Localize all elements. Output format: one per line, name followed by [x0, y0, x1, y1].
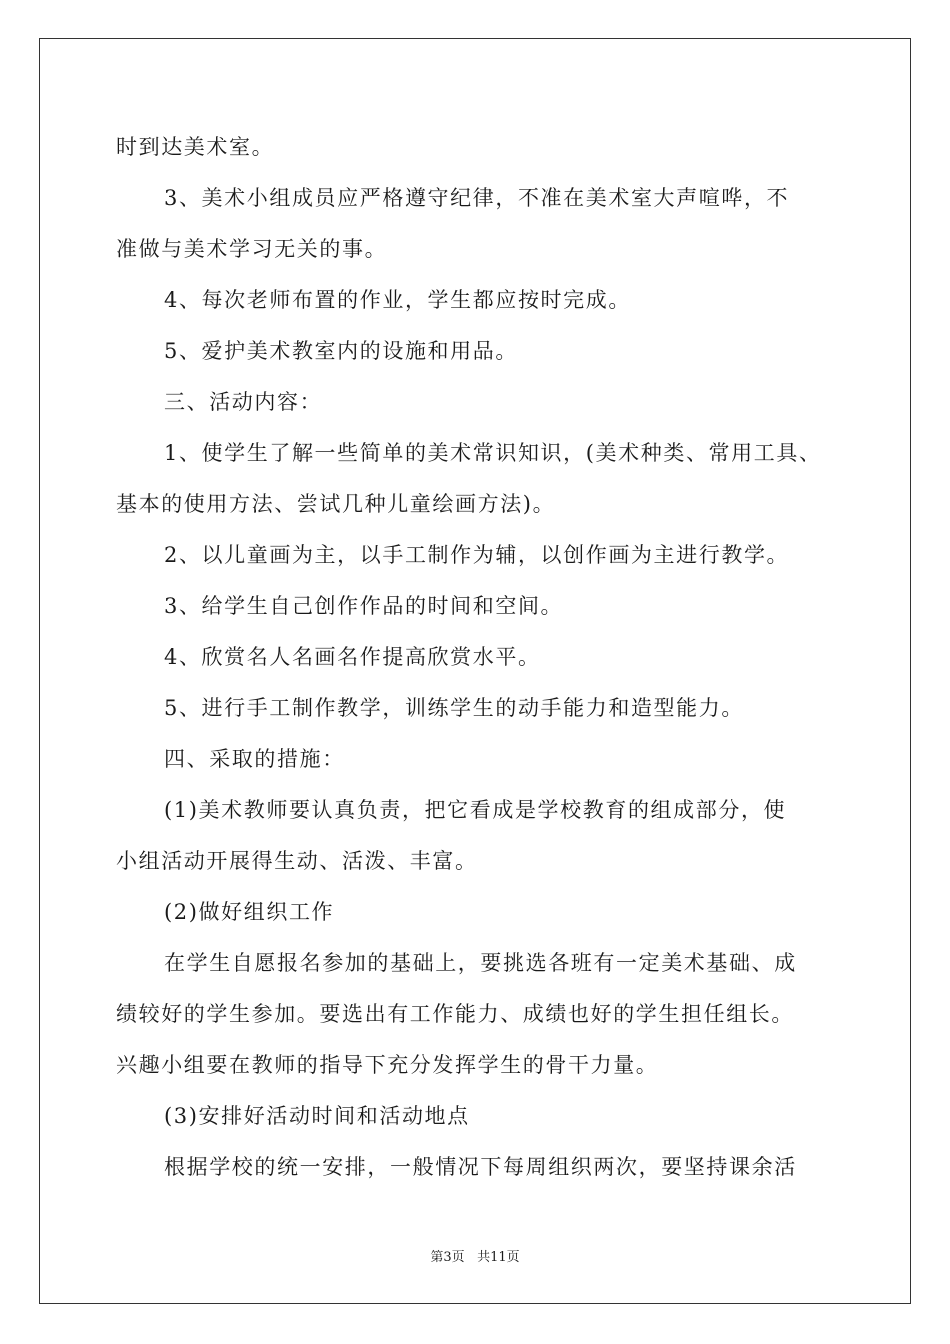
text-line: 5、进行手工制作教学，训练学生的动手能力和造型能力。 — [164, 696, 744, 720]
page-total: 共11页 — [477, 1250, 520, 1265]
text-line: 2、以儿童画为主，以手工制作为辅，以创作画为主进行教学。 — [164, 543, 790, 567]
text-line: (2)做好组织工作 — [164, 900, 335, 924]
text-line: 4、每次老师布置的作业，学生都应按时完成。 — [164, 288, 631, 312]
text-line: 小组活动开展得生动、活泼、丰富。 — [116, 849, 478, 873]
text-line: 4、欣赏名人名画名作提高欣赏水平。 — [164, 645, 541, 669]
page-number: 第3页 — [430, 1250, 465, 1265]
text-line: 3、给学生自己创作作品的时间和空间。 — [164, 594, 564, 618]
text-line: (3)安排好活动时间和活动地点 — [164, 1104, 470, 1128]
text-line: 5、爱护美术教室内的设施和用品。 — [164, 339, 518, 363]
text-line: 基本的使用方法、尝试几种儿童绘画方法)。 — [116, 492, 556, 516]
section-heading: 三、活动内容： — [164, 390, 323, 414]
text-line: 兴趣小组要在教师的指导下充分发挥学生的骨干力量。 — [116, 1053, 659, 1077]
page-footer — [0, 1246, 950, 1265]
text-line: 1、使学生了解一些简单的美术常识知识，(美术种类、常用工具、 — [164, 441, 822, 465]
text-line: 3、美术小组成员应严格遵守纪律，不准在美术室大声喧哗，不 — [164, 186, 790, 210]
text-line: 准做与美术学习无关的事。 — [116, 237, 388, 261]
section-heading: 四、采取的措施： — [164, 747, 345, 771]
text-line: 绩较好的学生参加。要选出有工作能力、成绩也好的学生担任组长。 — [116, 1002, 794, 1026]
text-line: 时到达美术室。 — [116, 135, 275, 159]
document-body — [116, 122, 836, 1193]
text-line: (1)美术教师要认真负责，把它看成是学校教育的组成部分，使 — [164, 798, 787, 822]
text-line: 根据学校的统一安排，一般情况下每周组织两次，要坚持课余活 — [164, 1155, 797, 1179]
text-line: 在学生自愿报名参加的基础上，要挑选各班有一定美术基础、成 — [164, 951, 797, 975]
